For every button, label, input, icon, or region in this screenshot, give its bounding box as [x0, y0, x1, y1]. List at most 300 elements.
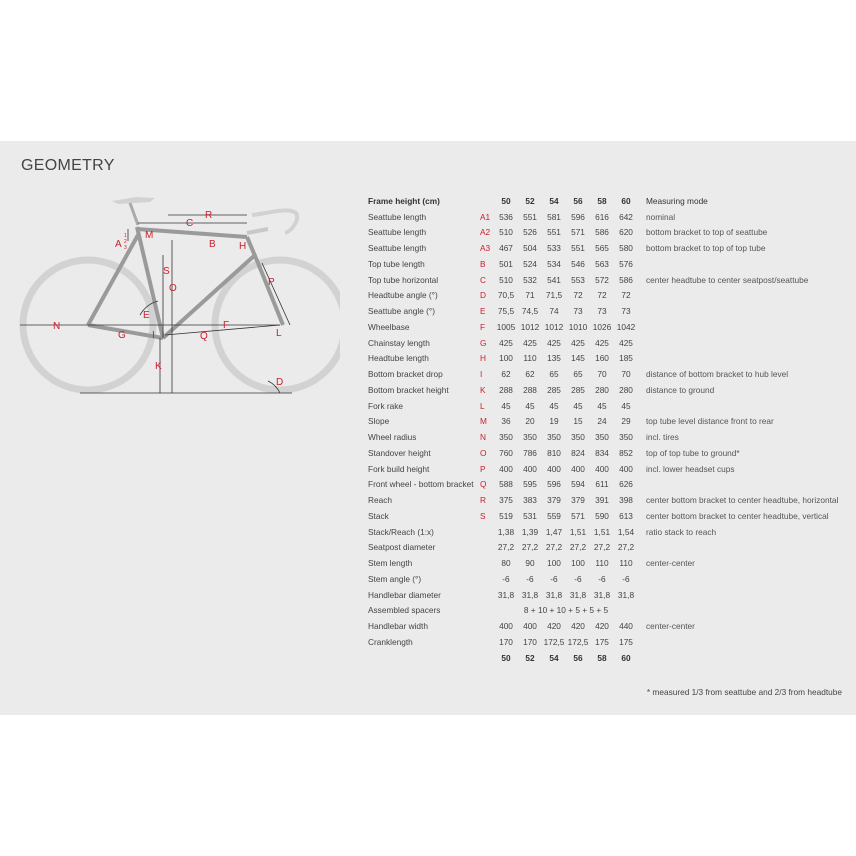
- footer-size: 60: [621, 652, 631, 663]
- row-value: 45: [549, 400, 559, 411]
- table-row: [368, 288, 838, 304]
- footer-code-spacer: [480, 650, 494, 666]
- row-name: Top tube horizontal: [368, 274, 439, 285]
- row-value: 1012: [520, 321, 540, 332]
- row-value: 425: [619, 337, 633, 348]
- row-code: [480, 603, 494, 619]
- row-code: [480, 555, 494, 571]
- row-value: 425: [547, 337, 561, 348]
- table-row: [368, 571, 838, 587]
- row-code: M: [480, 416, 487, 427]
- row-value: 571: [571, 510, 585, 521]
- geometry-table: [368, 193, 838, 666]
- row-value: 350: [595, 432, 609, 443]
- table-header-row: [368, 193, 838, 209]
- row-value: 172,5: [543, 636, 565, 647]
- row-note: center bottom bracket to center headtube, horizontal: [646, 495, 839, 506]
- row-value: 400: [547, 463, 561, 474]
- table-row: [368, 366, 838, 382]
- row-value: 185: [619, 353, 633, 364]
- row-name: Fork build height: [368, 463, 430, 474]
- row-value: 594: [571, 479, 585, 490]
- row-code: D: [480, 290, 486, 301]
- row-value: 27,2: [521, 542, 539, 553]
- row-code: K: [480, 384, 486, 395]
- row-value: 400: [523, 463, 537, 474]
- seatpost: [130, 203, 138, 225]
- row-value: 285: [571, 384, 585, 395]
- row-name: Wheel radius: [368, 432, 417, 443]
- row-name: Slope: [368, 416, 390, 427]
- row-value: 29: [621, 416, 631, 427]
- row-value: 27,2: [545, 542, 563, 553]
- top-tube: [137, 229, 247, 237]
- label-S: S: [163, 266, 170, 277]
- row-value: 31,8: [521, 589, 539, 600]
- row-value: -6: [550, 573, 558, 584]
- page-title: GEOMETRY: [21, 157, 115, 174]
- label-K: K: [155, 361, 162, 372]
- header-size: 54: [549, 195, 559, 206]
- row-value: 524: [523, 258, 537, 269]
- row-note: center-center: [646, 621, 695, 632]
- row-value: 72: [597, 290, 607, 301]
- row-value: 504: [523, 243, 537, 254]
- row-value: 110: [595, 558, 609, 569]
- row-note: [638, 477, 838, 493]
- label-G: G: [118, 330, 126, 341]
- header-label: Frame height (cm): [368, 195, 440, 206]
- row-value: -6: [502, 573, 510, 584]
- row-code: O: [480, 447, 487, 458]
- row-note: top tube level distance front to rear: [646, 416, 774, 427]
- row-value: 546: [571, 258, 585, 269]
- row-name: Headtube length: [368, 353, 429, 364]
- row-note: center bottom bracket to center headtube, vertical: [646, 510, 829, 521]
- footer-size: 56: [573, 652, 583, 663]
- table-row: [368, 603, 838, 619]
- label-O: O: [169, 283, 177, 294]
- row-name: Stem angle (°): [368, 573, 422, 584]
- label-E: E: [143, 310, 150, 321]
- row-name: Standover height: [368, 447, 431, 458]
- row-value: 425: [595, 337, 609, 348]
- row-value: 1,39: [521, 526, 539, 537]
- row-value: -6: [574, 573, 582, 584]
- row-value: 100: [547, 558, 561, 569]
- row-value: 31,8: [617, 589, 635, 600]
- row-note: [638, 335, 838, 351]
- header-size: 60: [621, 195, 631, 206]
- row-code: [480, 587, 494, 603]
- row-value: 400: [595, 463, 609, 474]
- row-value: 642: [619, 211, 633, 222]
- row-value: 400: [499, 463, 513, 474]
- row-note: [638, 288, 838, 304]
- row-value: 467: [499, 243, 513, 254]
- down-tube: [163, 255, 255, 338]
- table-row: [368, 634, 838, 650]
- table-row: [368, 540, 838, 556]
- row-value: 824: [571, 447, 585, 458]
- row-value: 175: [595, 636, 609, 647]
- row-value: 425: [523, 337, 537, 348]
- row-value: 588: [499, 479, 513, 490]
- label-N: N: [53, 321, 61, 332]
- table-row: [368, 319, 838, 335]
- footer-size: 50: [501, 652, 511, 663]
- row-value: 586: [619, 274, 633, 285]
- saddle: [112, 197, 155, 204]
- row-name: Bottom bracket drop: [368, 369, 443, 380]
- row-value: 596: [571, 211, 585, 222]
- row-value: 70,5: [497, 290, 515, 301]
- table-row: [368, 272, 838, 288]
- row-name: Stem length: [368, 558, 413, 569]
- row-note: [638, 571, 838, 587]
- table-row: [368, 225, 838, 241]
- row-code: P: [480, 463, 486, 474]
- row-value: 15: [573, 416, 583, 427]
- row-name: Seattube angle (°): [368, 306, 435, 317]
- row-value: 553: [571, 274, 585, 285]
- row-value: 510: [499, 274, 513, 285]
- label-M: M: [145, 230, 154, 241]
- row-value: 74: [549, 306, 559, 317]
- row-value: 100: [571, 558, 585, 569]
- row-value: 110: [523, 353, 537, 364]
- label-R: R: [205, 210, 213, 221]
- row-value: 626: [619, 479, 633, 490]
- row-note: distance to ground: [646, 384, 715, 395]
- header-size: 50: [501, 195, 511, 206]
- row-name: Seatpost diameter: [368, 542, 436, 553]
- row-note: nominal: [646, 211, 676, 222]
- row-code: A2: [480, 227, 491, 238]
- row-value: 71: [525, 290, 535, 301]
- bike-geometry-diagram: [0, 185, 340, 415]
- row-value: 400: [571, 463, 585, 474]
- row-value: 72: [573, 290, 583, 301]
- row-value: 611: [595, 479, 609, 490]
- row-note: [638, 303, 838, 319]
- row-value: 400: [523, 621, 537, 632]
- footer-spacer: [368, 650, 480, 666]
- header-mode: Measuring mode: [646, 195, 708, 206]
- row-value: 280: [619, 384, 633, 395]
- row-code: E: [480, 306, 486, 317]
- row-value: 420: [571, 621, 585, 632]
- label-I: I: [152, 330, 155, 341]
- row-value: 24: [597, 416, 607, 427]
- row-note: [638, 351, 838, 367]
- row-value: 1,51: [569, 526, 587, 537]
- row-code: H: [480, 353, 486, 364]
- row-value: 616: [595, 211, 609, 222]
- row-name: Chainstay length: [368, 337, 430, 348]
- label-A-sub3: 3: [124, 245, 127, 251]
- row-value: 20: [525, 416, 535, 427]
- row-name: Seattube length: [368, 243, 427, 254]
- label-C: C: [186, 218, 194, 229]
- row-value: 145: [571, 353, 585, 364]
- row-name: Handlebar width: [368, 621, 428, 632]
- row-value: 170: [499, 636, 513, 647]
- row-note: [638, 603, 838, 619]
- table-row: [368, 477, 838, 493]
- row-value: 280: [595, 384, 609, 395]
- row-value: 541: [547, 274, 561, 285]
- row-value: 581: [547, 211, 561, 222]
- row-note: center headtube to center seatpost/seattube: [646, 274, 809, 285]
- row-value: 1012: [544, 321, 564, 332]
- row-value: 383: [523, 495, 537, 506]
- row-value: 350: [547, 432, 561, 443]
- row-value: 62: [525, 369, 535, 380]
- row-code: A3: [480, 243, 491, 254]
- row-value: 70: [597, 369, 607, 380]
- row-span-value: 8 + 10 + 10 + 5 + 5 + 5: [523, 605, 609, 616]
- row-code: F: [480, 321, 486, 332]
- row-code: [480, 571, 494, 587]
- row-code: [480, 618, 494, 634]
- row-value: 1042: [616, 321, 636, 332]
- row-name: Assembled spacers: [368, 605, 441, 616]
- row-name: Stack: [368, 510, 389, 521]
- row-note: [638, 398, 838, 414]
- row-code: N: [480, 432, 486, 443]
- table-row: [368, 508, 838, 524]
- row-value: 100: [499, 353, 513, 364]
- table-row: [368, 398, 838, 414]
- row-value: 391: [595, 495, 609, 506]
- row-value: 31,8: [593, 589, 611, 600]
- table-row: [368, 618, 838, 634]
- row-value: 27,2: [569, 542, 587, 553]
- row-value: 70: [621, 369, 631, 380]
- row-value: 440: [619, 621, 633, 632]
- table-row: [368, 587, 838, 603]
- header-size: 58: [597, 195, 607, 206]
- row-code: [480, 540, 494, 556]
- row-value: 72: [621, 290, 631, 301]
- row-code: R: [480, 495, 486, 506]
- row-value: -6: [622, 573, 630, 584]
- table-row: [368, 351, 838, 367]
- row-value: 532: [523, 274, 537, 285]
- row-note: [638, 540, 838, 556]
- row-value: 398: [619, 495, 633, 506]
- row-name: Headtube angle (°): [368, 290, 438, 301]
- row-value: 27,2: [497, 542, 515, 553]
- row-value: 580: [619, 243, 633, 254]
- table-row: [368, 414, 838, 430]
- stem: [247, 229, 268, 233]
- header-size: 56: [573, 195, 583, 206]
- row-value: 110: [619, 558, 633, 569]
- row-value: 350: [523, 432, 537, 443]
- row-note: ratio stack to reach: [646, 526, 717, 537]
- row-code: G: [480, 337, 487, 348]
- row-value: 400: [499, 621, 513, 632]
- row-note: bottom bracket to top of top tube: [646, 243, 766, 254]
- row-value: 27,2: [593, 542, 611, 553]
- row-value: 590: [595, 510, 609, 521]
- table-row: [368, 555, 838, 571]
- row-value: 36: [501, 416, 511, 427]
- row-value: 760: [499, 447, 513, 458]
- row-code: C: [480, 274, 486, 285]
- row-value: 62: [501, 369, 511, 380]
- table-row: [368, 256, 838, 272]
- table-row: [368, 209, 838, 225]
- row-value: 596: [547, 479, 561, 490]
- row-value: 65: [549, 369, 559, 380]
- row-value: 45: [525, 400, 535, 411]
- row-value: 531: [523, 510, 537, 521]
- row-name: Handlebar diameter: [368, 589, 441, 600]
- row-value: 501: [499, 258, 513, 269]
- row-value: 350: [571, 432, 585, 443]
- row-value: 1,54: [617, 526, 635, 537]
- row-value: 375: [499, 495, 513, 506]
- label-A-sub2: 2: [124, 239, 127, 245]
- label-A-sub1: 1: [124, 233, 127, 239]
- row-value: 1,47: [545, 526, 563, 537]
- table-row: [368, 382, 838, 398]
- row-value: 75,5: [497, 306, 515, 317]
- row-note: top of top tube to ground*: [646, 447, 740, 458]
- row-value: -6: [526, 573, 534, 584]
- row-code: Q: [480, 479, 487, 490]
- row-note: incl. lower headset cups: [646, 463, 735, 474]
- row-note: distance of bottom bracket to hub level: [646, 369, 789, 380]
- row-code: B: [480, 258, 486, 269]
- row-value: 45: [501, 400, 511, 411]
- footnote: * measured 1/3 from seattube and 2/3 from headtube: [646, 687, 842, 697]
- row-value: 285: [547, 384, 561, 395]
- row-value: 1010: [568, 321, 588, 332]
- table-row: [368, 335, 838, 351]
- label-B: B: [209, 239, 216, 250]
- row-value: 533: [547, 243, 561, 254]
- row-value: 379: [547, 495, 561, 506]
- row-value: 400: [619, 463, 633, 474]
- row-value: 45: [621, 400, 631, 411]
- footer-size: 54: [549, 652, 559, 663]
- row-value: 595: [523, 479, 537, 490]
- row-value: 571: [571, 227, 585, 238]
- row-value: 31,8: [569, 589, 587, 600]
- row-name: Top tube length: [368, 258, 425, 269]
- row-value: 572: [595, 274, 609, 285]
- row-value: 526: [523, 227, 537, 238]
- row-value: 19: [549, 416, 559, 427]
- table-row: [368, 429, 838, 445]
- row-value: 45: [597, 400, 607, 411]
- row-note: [638, 319, 838, 335]
- row-value: -6: [598, 573, 606, 584]
- row-name: Wheelbase: [368, 321, 410, 332]
- row-value: 519: [499, 510, 513, 521]
- row-value: 1005: [496, 321, 516, 332]
- label-L: L: [276, 328, 282, 339]
- row-name: Fork rake: [368, 400, 404, 411]
- row-note: [638, 634, 838, 650]
- row-code: [480, 524, 494, 540]
- row-value: 288: [523, 384, 537, 395]
- row-name: Reach: [368, 495, 392, 506]
- table-row: [368, 524, 838, 540]
- row-value: 551: [523, 211, 537, 222]
- row-value: 786: [523, 447, 537, 458]
- label-A: A: [115, 239, 122, 250]
- table-row: [368, 445, 838, 461]
- row-value: 425: [571, 337, 585, 348]
- row-note: [638, 256, 838, 272]
- header-size: 52: [525, 195, 535, 206]
- row-value: 80: [501, 558, 511, 569]
- row-value: 90: [525, 558, 535, 569]
- footer-note-spacer: [638, 650, 838, 666]
- row-name: Bottom bracket height: [368, 384, 449, 395]
- row-value: 1026: [592, 321, 612, 332]
- row-value: 559: [547, 510, 561, 521]
- row-value: 565: [595, 243, 609, 254]
- table-row: [368, 303, 838, 319]
- row-value: 135: [547, 353, 561, 364]
- header-code-spacer: [480, 193, 494, 209]
- row-value: 563: [595, 258, 609, 269]
- row-note: incl. tires: [646, 432, 679, 443]
- footer-size: 52: [525, 652, 535, 663]
- row-code: S: [480, 510, 486, 521]
- label-P: P: [268, 277, 275, 288]
- table-row: [368, 492, 838, 508]
- row-value: 74,5: [521, 306, 539, 317]
- table-row: [368, 461, 838, 477]
- row-value: 45: [573, 400, 583, 411]
- row-value: 536: [499, 211, 513, 222]
- row-name: Cranklength: [368, 636, 413, 647]
- row-value: 73: [573, 306, 583, 317]
- row-value: 810: [547, 447, 561, 458]
- row-note: center-center: [646, 558, 695, 569]
- row-value: 172,5: [567, 636, 589, 647]
- row-value: 510: [499, 227, 513, 238]
- row-value: 350: [499, 432, 513, 443]
- row-value: 73: [621, 306, 631, 317]
- row-value: 379: [571, 495, 585, 506]
- row-name: Seattube length: [368, 211, 427, 222]
- row-value: 65: [573, 369, 583, 380]
- row-name: Front wheel - bottom bracket: [368, 479, 474, 490]
- row-value: 71,5: [545, 290, 563, 301]
- footer-size: 58: [597, 652, 607, 663]
- row-value: 620: [619, 227, 633, 238]
- table-footer-row: [368, 650, 838, 666]
- row-note: [638, 587, 838, 603]
- row-value: 586: [595, 227, 609, 238]
- fork: [258, 263, 283, 325]
- row-code: [480, 634, 494, 650]
- row-value: 425: [499, 337, 513, 348]
- row-value: 420: [595, 621, 609, 632]
- row-name: Seattube length: [368, 227, 427, 238]
- row-value: 1,38: [497, 526, 515, 537]
- row-value: 73: [597, 306, 607, 317]
- row-value: 288: [499, 384, 513, 395]
